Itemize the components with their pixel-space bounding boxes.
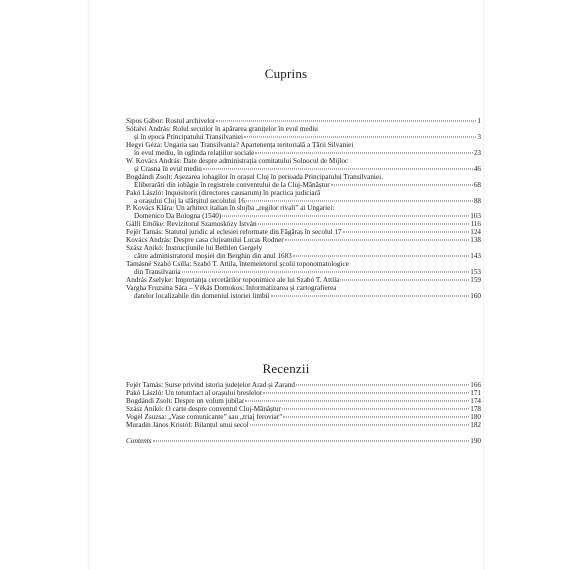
entry-title: Szász Anikó: Instrucțiunile lui Bethlen Gergely (126, 245, 263, 253)
toc-entry[interactable] (126, 205, 481, 221)
toc-entry[interactable] (126, 237, 481, 245)
entry-title-continued: și Crasna în evul mediu (134, 165, 202, 173)
entry-title: András Zselyke: Importanța cercetărilor toponimice ale lui Szabó T. Attila (126, 277, 340, 285)
toc-entry[interactable] (126, 118, 481, 126)
toc-entry[interactable] (126, 406, 481, 414)
page-number: 116 (470, 220, 481, 229)
dot-leader (222, 216, 469, 217)
dot-leader (282, 408, 469, 409)
toc-entry[interactable] (126, 142, 481, 158)
page-number: 46 (473, 164, 481, 173)
toc-entry[interactable] (126, 390, 481, 398)
page-number: 180 (470, 412, 481, 421)
entry-title: Fejér Tamás: Statutul juridic al eclesiei reformate din Făgăraș în secolul 17 (126, 229, 342, 237)
page-number: 124 (470, 228, 481, 237)
page-number: 138 (470, 236, 481, 245)
page-number: 171 (470, 388, 481, 397)
page-number: 143 (470, 252, 481, 261)
toc-entry[interactable] (126, 382, 481, 390)
entry-title: Bogdándi Zsolt: Așezarea iobagilor în orașul Cluj în perioada Principatului Transilvaniei. (126, 173, 383, 181)
page-number: 1 (477, 117, 481, 125)
toc-entry[interactable] (126, 221, 481, 229)
toc-entry[interactable] (126, 174, 481, 190)
page-number: 103 (470, 212, 481, 221)
reviews-list (126, 382, 481, 446)
toc-entry[interactable] (126, 229, 481, 237)
entry-title-continued: a orașului Cluj la sfârșitul secolului 16 (134, 197, 245, 205)
toc-entry[interactable] (126, 277, 481, 285)
entry-title-continued: datelor localizabile din domeniul istoriei limbii (134, 292, 270, 300)
entry-title: P. Kovács Klára: Un arhitect italian în slujba „regilor rivali” ai Ungariei: (126, 205, 335, 213)
toc-entry[interactable] (126, 414, 481, 422)
dot-leader (203, 168, 473, 169)
toc-entry[interactable] (126, 190, 481, 206)
dot-leader (271, 295, 470, 296)
entry-title-continued: din Transilvania (134, 269, 181, 277)
entry-title: Szász Anikó: O carte despre conventul Cluj-Mănăștur (126, 405, 281, 413)
page-number: 23 (473, 148, 481, 157)
dot-leader (216, 121, 476, 122)
entry-title: Hegyi Géza: Ungaria sau Transilvania? Apartenența teritorială a Țării Silvaniei (126, 141, 354, 149)
entry-title: Sipos Gábor: Rostul archivelor (126, 118, 216, 125)
entry-title: W. Kovács András: Date despre administrația comitatului Solnocul de Mijloc (126, 157, 349, 165)
page-number: 182 (470, 420, 481, 429)
dot-leader (244, 136, 476, 137)
entry-title: Muradin János Kristóf: Bilanțul unui secol (126, 421, 249, 429)
reviews-title: Recenzii (262, 361, 310, 376)
dot-leader (182, 272, 470, 273)
entry-title-continued: în evul mediu, în oglinda relațiilor sociale (134, 149, 255, 157)
entry-title: Vargha Fruzsina Sára – Vékás Domokos: Informatizarea și cartografierea (126, 285, 337, 293)
toc-entry[interactable] (126, 398, 481, 406)
dot-leader (285, 240, 470, 241)
page-number: 159 (470, 276, 481, 285)
toc-entry[interactable] (126, 422, 481, 430)
dot-leader (296, 385, 469, 386)
toc-entry[interactable] (126, 245, 481, 261)
dot-leader (153, 440, 470, 441)
dot-leader (263, 392, 469, 393)
toc-entry[interactable] (126, 438, 481, 446)
entry-title-continued: către administratorul moșiei din Berghin din anul 1683 (134, 253, 292, 261)
entry-title: Tamásné Szabó Csilla: Szabó T. Attila, întemeietorul școlii toponomatologice (126, 261, 349, 269)
entry-title: Fejér Tamás: Surse privind istoria județelor Arad și Zarand (126, 382, 296, 389)
dot-leader (255, 152, 472, 153)
page-number: 174 (470, 396, 481, 405)
page-number: 160 (470, 291, 481, 300)
dot-leader (250, 424, 469, 425)
dot-leader (343, 232, 470, 233)
toc-entry[interactable] (126, 285, 481, 301)
dot-leader (331, 184, 473, 185)
contents-list (126, 118, 481, 301)
entry-title: Sófalvi András: Rolul secuilor în apărarea granițelor în evul mediu (126, 125, 318, 133)
entry-title: Pakó László: Inquisitorii (directores causarum) în practica judiciară (126, 189, 321, 197)
dot-leader (340, 280, 469, 281)
entry-title-continued: Eliberarări din iobăgie în registrele conventului de la Cluj-Mănăștur (134, 181, 330, 189)
dot-leader (293, 256, 469, 257)
page-number: 153 (470, 268, 481, 277)
entry-title: Bogdándi Zsolt: Despre un volum jubilar (126, 397, 245, 405)
toc-entry[interactable] (126, 158, 481, 174)
entry-title: Gálfi Emőke: Revizitorul Szamosközy István (126, 221, 257, 229)
page-number: 88 (473, 196, 481, 205)
toc-entry[interactable] (126, 261, 481, 277)
toc-entry[interactable] (126, 126, 481, 142)
page-number: 166 (470, 381, 481, 389)
dot-leader (283, 416, 469, 417)
entry-title: Kovács András: Despre casa clujeanului Lucas Rodner (126, 237, 284, 245)
entry-title-continued: Domenico Da Bologna (1540) (134, 213, 222, 221)
contents-title: Cuprins (264, 66, 308, 81)
page-number: 68 (473, 180, 481, 189)
book-page (88, 0, 484, 570)
dot-leader (258, 224, 470, 225)
entry-title-continued: și în epoca Principatului Transilvaniei (134, 133, 243, 141)
entry-title: Contents (126, 437, 152, 445)
entry-title: Vogel Zsuzsa: „Vase comunicante” sau „triaj feroviar” (126, 413, 283, 421)
dot-leader (246, 200, 473, 201)
page-number: 3 (477, 132, 481, 141)
page-number: 178 (470, 404, 481, 413)
dot-leader (245, 400, 469, 401)
entry-title: Pakó László: Un totumfact al orașului breslelor (126, 389, 263, 397)
page-number: 190 (470, 436, 481, 445)
